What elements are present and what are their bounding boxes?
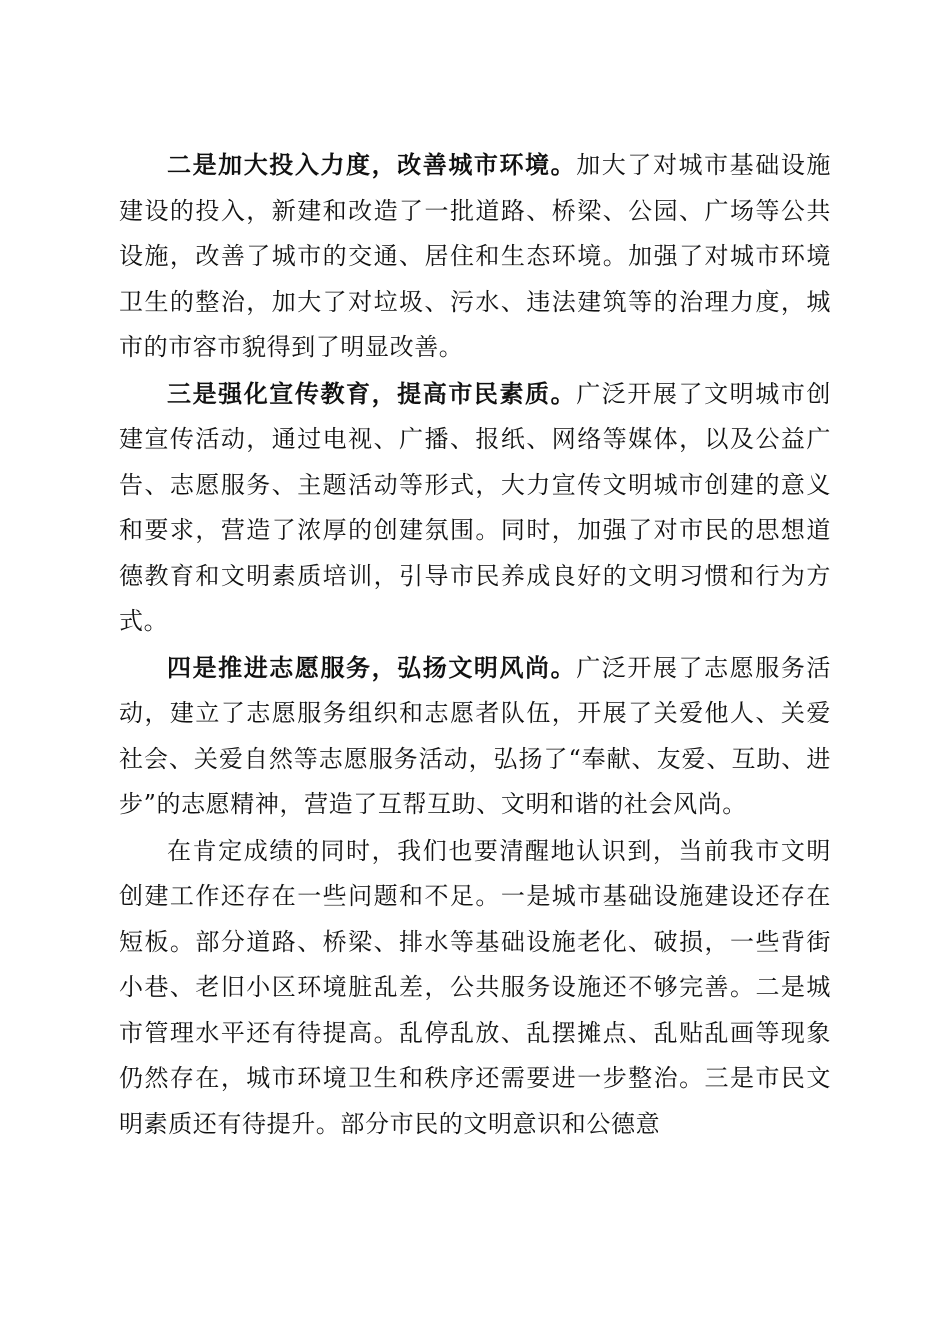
paragraph-text: 在肯定成绩的同时，我们也要清醒地认识到，当前我市文明创建工作还存在一些问题和不足。一是城市基础设施建设还存在短板。部分道路、桥梁、排水等基础设施老化、破损，一些背街小巷、老旧小区环境脏乱差，公共服务设施还不够完善。二是城市管理水平还有待提高。乱停乱放、乱摆摊点、乱贴乱画等现象仍然存在，城市环境卫生和秩序还需要进一步整治。三是市民文明素质还有待提升。部分市民的文明意识和公德意 [119,836,831,1138]
paragraph-lead: 三是强化宣传教育，提高市民素质。 [167,378,577,408]
document-body [119,142,831,1147]
paragraph-text: 广泛开展了文明城市创建宣传活动，通过电视、广播、报纸、网络等媒体，以及公益广告、志愿服务、主题活动等形式，大力宣传文明城市创建的意义和要求，营造了浓厚的创建氛围。同时，加强了对市民的思想道德教育和文明素质培训，引导市民养成良好的文明习惯和行为方式。 [119,379,831,635]
paragraph-lead: 二是加大投入力度，改善城市环境。 [167,150,577,179]
paragraph-text: 加大了对城市基础设施建设的投入，新建和改造了一批道路、桥梁、公园、广场等公共设施，改善了城市的交通、居住和生态环境。加强了对城市环境卫生的整治，加大了对垃圾、污水、违法建筑等的治理力度，城市的市容市貌得到了明显改善。 [119,151,831,361]
paragraph-lead: 四是推进志愿服务，弘扬文明风尚。 [167,652,577,682]
paragraph-problems [119,828,831,1148]
paragraph-publicity [119,371,831,645]
paragraph-investment [119,142,831,371]
paragraph-volunteer [119,645,831,828]
paragraph-text: 广泛开展了志愿服务活动，建立了志愿服务组织和志愿者队伍，开展了关爱他人、关爱社会、关爱自然等志愿服务活动，弘扬了“奉献、友爱、互助、进步”的志愿精神，营造了互帮互助、文明和谐的社会风尚。 [119,653,831,818]
